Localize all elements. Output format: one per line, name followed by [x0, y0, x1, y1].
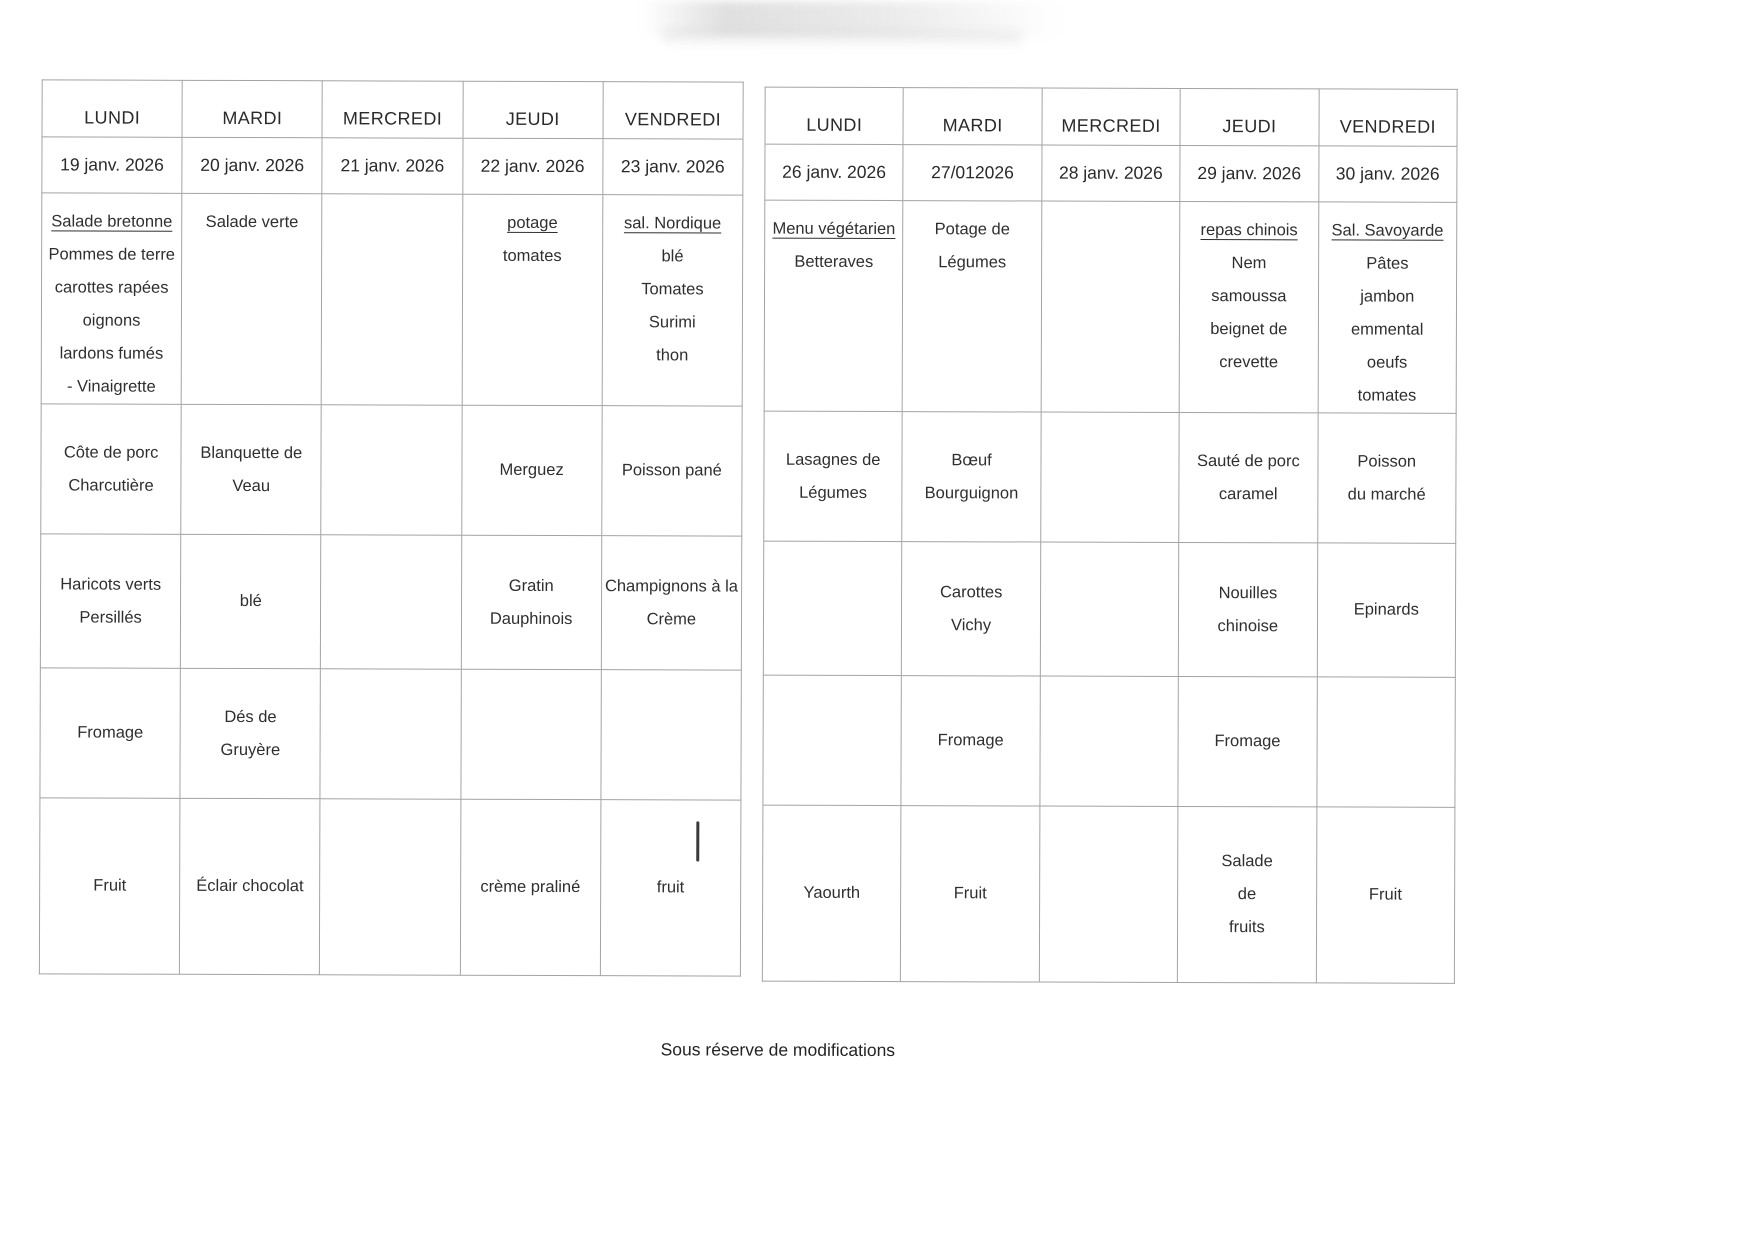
menu-cell-content: [323, 535, 459, 668]
menu-cell-dessert-lundi: [39, 798, 180, 974]
menu-cell-entree-mercredi: [322, 194, 463, 405]
menu-cell-dessert-lundi: [762, 805, 901, 981]
menu-item-title: sal. Nordique: [623, 214, 722, 233]
menu-item: Éclair chocolat: [196, 876, 304, 896]
menu-cell-dessert-mardi: [180, 798, 321, 974]
menu-cell-content: [767, 201, 901, 411]
menu-cell-content: [323, 669, 459, 798]
menu-cell-content: [183, 405, 319, 534]
menu-item: Fruit: [93, 876, 127, 895]
menu-item: Pâtes: [1366, 254, 1409, 273]
scan-artifact-line: [696, 821, 699, 861]
menu-item: Nouilles: [1218, 583, 1278, 602]
day-header-mardi: MARDI: [182, 80, 322, 137]
menu-cell-content: [462, 800, 598, 975]
menu-cell-plat-jeudi: [1179, 412, 1318, 542]
menu-item: Fromage: [937, 731, 1004, 750]
menu-item: thon: [656, 346, 689, 365]
menu-item: fruits: [1228, 918, 1265, 937]
row-dessert: [762, 805, 1455, 983]
menu-cell-accompagnement-mercredi: [321, 535, 462, 669]
day-header-vendredi: VENDREDI: [1319, 89, 1458, 146]
menu-cell-content: [604, 536, 740, 669]
tables-area: [39, 79, 1458, 983]
menu-item-title: Sal. Savoyarde: [1331, 221, 1444, 240]
menu-cell-content: [42, 668, 178, 797]
menu-item: Fromage: [1214, 732, 1281, 751]
menu-cell-fromage-jeudi: [460, 669, 601, 799]
menu-item: Fruit: [1368, 885, 1402, 904]
menu-item: Veau: [232, 476, 271, 495]
menu-item: Dés de: [224, 707, 277, 726]
menu-cell-entree-jeudi: [462, 194, 603, 405]
menu-item: Crème: [646, 609, 697, 628]
menu-table-head: [765, 87, 1457, 202]
menu-cell-dessert-jeudi: [460, 799, 601, 975]
row-accompagnement: [40, 534, 741, 670]
menu-cell-entree-vendredi: [1318, 202, 1457, 413]
menu-item: lardons fumés: [59, 344, 164, 363]
menu-item-title: Menu végétarien: [772, 219, 896, 239]
menu-cell-content: [42, 798, 178, 973]
menu-item: Bourguignon: [924, 483, 1019, 502]
menu-item: Carottes: [939, 582, 1003, 601]
menu-cell-content: [324, 194, 460, 404]
menu-item: Potage de: [934, 220, 1010, 239]
menu-item: - Vinaigrette: [66, 377, 156, 396]
footer-note: Sous réserve de modifications: [660, 1039, 896, 1061]
date-header-row: [765, 144, 1457, 202]
day-header-row: [765, 87, 1457, 146]
menu-item: beignet de: [1210, 320, 1288, 339]
menu-cell-fromage-mercredi: [1040, 676, 1179, 806]
menu-cell-content: [322, 799, 458, 974]
menu-cell-content: [1181, 543, 1315, 676]
menu-item: caramel: [1218, 484, 1278, 503]
menu-cell-content: [604, 406, 740, 535]
menu-item: Champignons à la: [604, 576, 739, 596]
menu-cell-content: [1042, 677, 1176, 806]
menu-item-title: Salade bretonne: [51, 212, 173, 231]
menu-item: Légumes: [938, 253, 1007, 272]
menu-cell-content: [604, 195, 740, 405]
scan-artifact-smudge-2: [662, 29, 1022, 44]
date-header-mardi: 27/012026: [903, 145, 1042, 201]
menu-item: jambon: [1360, 287, 1415, 306]
menu-cell-content: [1181, 677, 1315, 806]
menu-item: Epinards: [1353, 600, 1419, 619]
menu-item: Bœuf: [951, 450, 992, 469]
menu-cell-content: [765, 676, 899, 805]
menu-cell-content: [1180, 807, 1314, 982]
menu-cell-accompagnement-mardi: [902, 542, 1041, 676]
menu-cell-content: [1320, 202, 1454, 412]
menu-cell-plat-mercredi: [321, 405, 462, 535]
date-header-lundi: 26 janv. 2026: [765, 144, 904, 200]
menu-cell-entree-mardi: [181, 193, 322, 404]
menu-cell-content: [183, 535, 319, 668]
menu-item: Blanquette de: [200, 443, 303, 462]
day-header-jeudi: JEUDI: [463, 81, 603, 138]
menu-cell-plat-mardi: [902, 412, 1041, 542]
menu-table-week-1: [39, 79, 744, 976]
menu-cell-accompagnement-jeudi: [461, 535, 602, 669]
menu-cell-plat-mercredi: [1041, 412, 1180, 542]
date-header-mardi: 20 janv. 2026: [182, 137, 322, 193]
day-header-mardi: MARDI: [903, 88, 1042, 145]
row-accompagnement: [763, 541, 1455, 677]
menu-cell-accompagnement-jeudi: [1178, 542, 1317, 676]
menu-cell-content: [44, 193, 180, 403]
menu-cell-entree-mercredi: [1041, 201, 1180, 412]
menu-item: Sauté de porc: [1196, 451, 1300, 470]
menu-cell-content: [766, 542, 900, 675]
menu-cell-content: [904, 542, 1038, 675]
menu-item: Salade verte: [205, 212, 299, 232]
menu-cell-content: [903, 806, 1037, 981]
menu-cell-content: [1043, 413, 1177, 542]
menu-item: Fromage: [77, 723, 144, 742]
menu-cell-content: [464, 406, 600, 535]
menu-cell-content: [1320, 413, 1454, 542]
menu-cell-plat-jeudi: [461, 405, 602, 535]
menu-table-head: [42, 80, 743, 195]
menu-cell-content: [1181, 413, 1315, 542]
date-header-row: [42, 137, 743, 195]
menu-cell-entree-jeudi: [1179, 201, 1318, 412]
menu-cell-content: [43, 534, 179, 667]
menu-item: Lasagnes de: [785, 450, 881, 469]
menu-cell-fromage-mercredi: [320, 669, 461, 799]
menu-item: Pommes de terre: [48, 245, 176, 264]
menu-item: carottes rapées: [54, 278, 169, 297]
day-header-mercredi: MERCREDI: [1042, 88, 1181, 145]
menu-item: Surimi: [648, 313, 696, 332]
date-header-vendredi: 30 janv. 2026: [1318, 146, 1457, 202]
menu-item: Vichy: [951, 615, 992, 634]
menu-cell-dessert-mercredi: [1039, 806, 1178, 982]
menu-cell-content: [184, 194, 320, 404]
menu-cell-content: [905, 412, 1039, 541]
menu-cell-plat-vendredi: [602, 406, 743, 536]
row-fromage: [40, 668, 741, 800]
menu-cell-content: [464, 195, 600, 405]
menu-item: Nem: [1231, 254, 1267, 273]
menu-cell-content: [904, 676, 1038, 805]
menu-item: oignons: [82, 311, 141, 330]
menu-item: Côte de porc: [63, 442, 159, 462]
menu-cell-dessert-jeudi: [1178, 806, 1317, 982]
date-header-vendredi: 23 janv. 2026: [603, 139, 743, 195]
menu-cell-accompagnement-lundi: [40, 534, 181, 668]
menu-cell-content: [1043, 543, 1177, 676]
menu-cell-dessert-mercredi: [320, 799, 461, 975]
day-header-lundi: LUNDI: [42, 80, 182, 137]
day-header-jeudi: JEUDI: [1180, 88, 1319, 145]
menu-cell-content: [324, 405, 460, 534]
menu-item: Gruyère: [220, 740, 281, 759]
menu-item: Persillés: [79, 607, 142, 627]
row-plat: [764, 411, 1456, 543]
menu-item: du marché: [1347, 484, 1426, 504]
menu-item: chinoise: [1217, 616, 1279, 635]
menu-cell-content: [182, 799, 318, 974]
menu-item: Yaourth: [803, 883, 861, 902]
menu-cell-accompagnement-mercredi: [1040, 542, 1179, 676]
menu-cell-accompagnement-vendredi: [1317, 543, 1456, 677]
menu-cell-content: [766, 412, 900, 541]
menu-table-body: [762, 200, 1456, 983]
date-header-mercredi: 21 janv. 2026: [322, 138, 462, 194]
menu-item: tomates: [502, 246, 562, 266]
menu-cell-dessert-vendredi: [600, 800, 741, 976]
menu-cell-entree-lundi: [764, 200, 903, 411]
menu-item: tomates: [1357, 386, 1417, 405]
menu-cell-plat-mardi: [181, 404, 322, 534]
menu-item: Poisson: [1357, 452, 1417, 471]
menu-item: blé: [661, 247, 684, 266]
menu-cell-entree-mardi: [903, 201, 1042, 412]
menu-cell-content: [1319, 543, 1453, 676]
menu-cell-content: [463, 536, 599, 669]
day-header-vendredi: VENDREDI: [603, 82, 743, 139]
menu-cell-content: [43, 404, 179, 533]
day-header-lundi: LUNDI: [765, 87, 904, 144]
menu-cell-content: [183, 669, 319, 798]
menu-cell-content: [463, 670, 599, 799]
menu-item: Fruit: [953, 884, 987, 903]
row-entree: [41, 193, 743, 406]
menu-item: de: [1237, 885, 1257, 904]
menu-cell-fromage-vendredi: [1316, 677, 1455, 807]
date-header-jeudi: 22 janv. 2026: [462, 138, 602, 194]
menu-cell-plat-lundi: [764, 411, 903, 541]
menu-item: Salade: [1221, 852, 1273, 871]
menu-item: Dauphinois: [489, 609, 573, 628]
menu-item: emmental: [1350, 320, 1424, 339]
menu-cell-entree-lundi: [41, 193, 182, 404]
menu-cell-content: [1319, 677, 1453, 806]
menu-cell-content: [905, 201, 1039, 411]
menu-item: Tomates: [641, 280, 704, 299]
menu-item: Poisson pané: [621, 461, 722, 480]
menu-cell-plat-lundi: [41, 404, 182, 534]
menu-item: Charcutière: [68, 475, 154, 495]
menu-item: Légumes: [799, 483, 868, 502]
menu-cell-dessert-mardi: [901, 806, 1040, 982]
menu-item: Merguez: [499, 460, 564, 480]
row-entree: [764, 200, 1457, 413]
menu-item: blé: [239, 591, 262, 611]
menu-cell-fromage-mardi: [901, 676, 1040, 806]
menu-cell-dessert-vendredi: [1316, 807, 1455, 983]
day-header-row: [42, 80, 743, 139]
date-header-lundi: 19 janv. 2026: [42, 137, 182, 193]
row-dessert: [39, 798, 741, 976]
menu-item: Betteraves: [794, 252, 874, 271]
menu-cell-fromage-lundi: [40, 668, 181, 798]
menu-item: Gratin: [508, 576, 554, 595]
menu-cell-content: [603, 670, 739, 799]
menu-item: fruit: [656, 878, 685, 897]
menu-table-week-2: [762, 87, 1458, 984]
menu-cell-accompagnement-vendredi: [601, 536, 742, 670]
menu-cell-fromage-lundi: [763, 675, 902, 805]
menu-cell-accompagnement-mardi: [181, 534, 322, 668]
menu-cell-entree-vendredi: [602, 195, 743, 406]
menu-cell-content: [1318, 807, 1452, 982]
row-plat: [41, 404, 742, 536]
date-header-jeudi: 29 janv. 2026: [1180, 145, 1319, 201]
menu-cell-content: [1182, 202, 1316, 412]
menu-cell-plat-vendredi: [1317, 413, 1456, 543]
date-header-mercredi: 28 janv. 2026: [1042, 145, 1181, 201]
menu-item: oeufs: [1366, 353, 1408, 372]
menu-cell-fromage-jeudi: [1178, 676, 1317, 806]
menu-cell-content: [603, 800, 739, 975]
menu-item: crevette: [1219, 353, 1279, 372]
menu-cell-fromage-mardi: [180, 668, 321, 798]
menu-cell-fromage-vendredi: [601, 670, 742, 800]
menu-item: samoussa: [1211, 287, 1287, 306]
menu-item-title: repas chinois: [1200, 221, 1298, 240]
menu-item: crème praliné: [480, 877, 581, 897]
row-fromage: [763, 675, 1455, 807]
menu-cell-accompagnement-lundi: [763, 541, 902, 675]
menu-cell-content: [1043, 202, 1177, 412]
menu-cell-content: [765, 806, 899, 981]
menu-cell-content: [1042, 807, 1176, 982]
menu-item-title: potage: [507, 213, 558, 232]
day-header-mercredi: MERCREDI: [322, 81, 462, 138]
menu-item: Haricots verts: [60, 574, 162, 594]
menu-table-body: [39, 193, 742, 976]
